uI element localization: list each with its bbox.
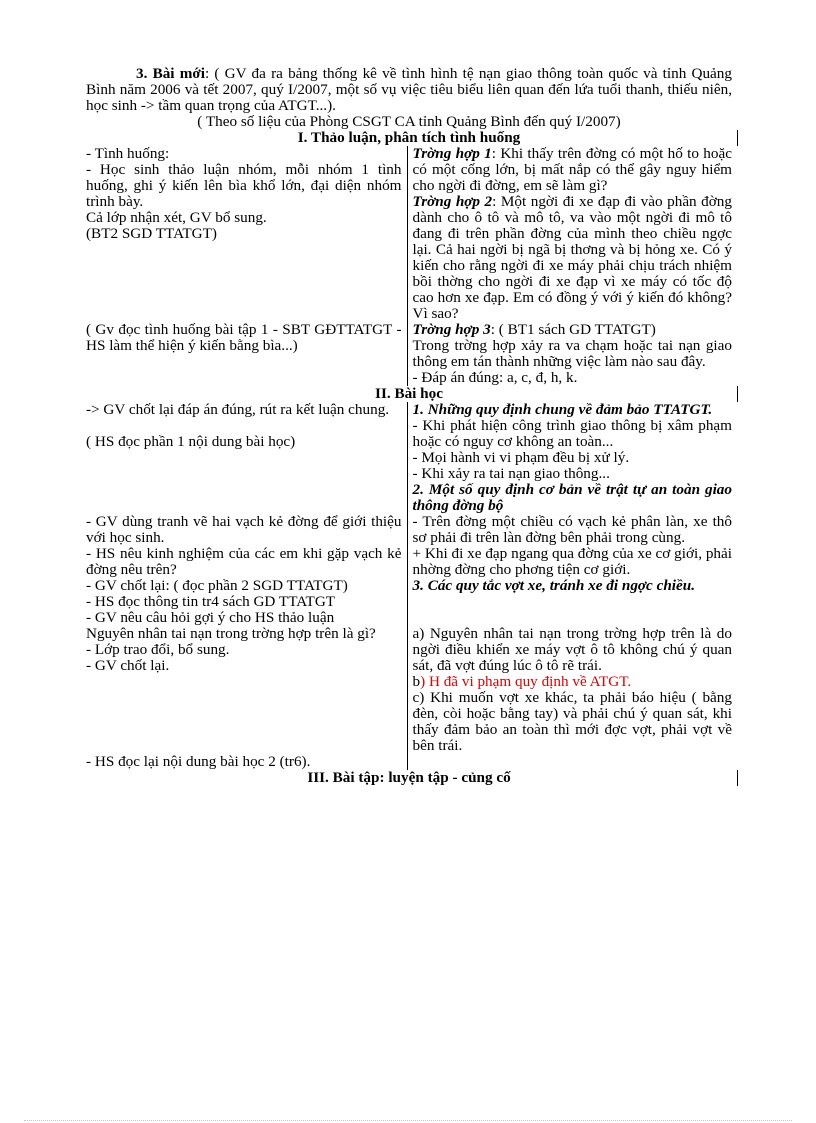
left-line: - HS nêu kinh nghiệm của các em khi gặp vạch kẻ đờng nêu trên? — [86, 545, 402, 578]
left-line: -> GV chốt lại đáp án đúng, rút ra kết luận chung. — [86, 401, 390, 418]
case-3 — [413, 322, 733, 338]
left-line: - GV dùng tranh vẽ hai vạch kẻ đờng để giới thiệu với học sinh. — [86, 513, 402, 546]
rule-1-heading: 1. Những quy định chung về đảm bảo TTATGT. — [412, 401, 713, 418]
rule-1-item: - Mọi hành vi vi phạm đều bị xử lý. — [412, 449, 630, 466]
section-3-heading: III. Bài tập: luyện tập - củng cố — [86, 770, 732, 786]
left-line: - HS đọc thông tin tr4 sách GD TTATGT — [86, 593, 336, 610]
left-column — [86, 594, 407, 754]
section-2-row-4 — [86, 754, 732, 770]
right-column — [407, 514, 733, 594]
right-column — [407, 754, 733, 770]
rule-2-item: + Khi đi xe đạp ngang qua đờng của xe cơ giới, phải nhờng đờng cho phơng tiện cơ giới. — [412, 545, 732, 578]
section-2-heading: II. Bài học — [86, 386, 732, 402]
section-1-row-a — [86, 146, 732, 322]
left-line: - HS đọc lại nội dung bài học 2 (tr6). — [86, 753, 311, 770]
case-2 — [413, 194, 733, 322]
left-column — [86, 146, 407, 322]
case-3-text: : ( BT1 sách GD TTATGT) — [490, 321, 656, 338]
margin-mark — [737, 130, 738, 146]
case-3-answer: - Đáp án đúng: a, c, đ, h, k. — [412, 369, 578, 386]
left-line: - Học sinh thảo luận nhóm, mỗi nhóm 1 tình huống, ghi ý kiến lên bìa khổ lớn, đại diện nhóm trình bày. — [86, 161, 402, 210]
left-line: - GV nêu câu hỏi gợi ý cho HS thảo luận — [86, 609, 335, 626]
rule-1-item: - Khi xảy ra tai nạn giao thông... — [412, 465, 610, 482]
section-1-heading: I. Thảo luận, phân tích tình huống — [86, 130, 732, 146]
left-line: ( HS đọc phần 1 nội dung bài học) — [86, 433, 296, 450]
section-2-row-1 — [86, 402, 732, 514]
left-column — [86, 322, 407, 386]
answer-c: c) Khi muốn vợt xe khác, ta phải báo hiệu ( bằng đèn, còi hoặc bằng tay) và phải chú ý quan sát, khi thấy đảm bảo an toàn thì mới đợc vợt, phải vợt về bên trái. — [412, 689, 732, 754]
page-bottom-divider — [24, 1120, 792, 1121]
intro-source: ( Theo số liệu của Phòng CSGT CA tỉnh Quảng Bình đến quý I/2007) — [197, 113, 621, 130]
rule-2-item: - Trên đờng một chiều có vạch kẻ phân làn, xe thô sơ phải đi trên làn đờng bên phải trong cùng. — [412, 513, 732, 546]
margin-mark — [737, 386, 738, 402]
section-1-row-b — [86, 322, 732, 386]
left-column — [86, 754, 407, 770]
answer-b-prefix: b — [412, 673, 421, 690]
case-1-label: Trờng hợp 1 — [412, 145, 492, 162]
rule-1-item: - Khi phát hiện công trình giao thông bị xâm phạm hoặc có nguy cơ không an toàn... — [412, 417, 732, 450]
case-2-label: Trờng hợp 2 — [412, 193, 493, 210]
left-line: Cả lớp nhận xét, GV bổ sung. — [86, 209, 267, 226]
left-line: - GV chốt lại: ( đọc phần 2 SGD TTATGT) — [86, 577, 348, 594]
case-3-label: Trờng hợp 3 — [412, 321, 491, 338]
left-line: - Tình huống: — [86, 145, 170, 162]
left-column — [86, 514, 407, 594]
right-column — [407, 594, 733, 754]
case-3-body: Trong trờng hợp xảy ra va chạm hoặc tai nạn giao thông em tán thành những việc làm nào sau đây. — [412, 337, 732, 370]
rule-3-heading: 3. Các quy tắc vợt xe, tránh xe đi ngợc chiều. — [412, 577, 695, 594]
intro-text: : ( GV đa ra bảng thống kê về tình hình tệ nạn giao thông toàn quốc và tỉnh Quảng Bình năm 2006 và tết 2007, quý I/2007, một số vụ việc tiêu biểu liên quan đến lứa tuổi thanh, thiếu niên, học sinh -> tầm quan trọng của ATGT...). — [86, 65, 732, 114]
intro-paragraph — [86, 66, 732, 114]
rule-2-heading: 2. Một số quy định cơ bản về trật tự an toàn giao thông đờng bộ — [412, 481, 732, 514]
right-column — [407, 322, 733, 386]
case-2-text: : Một ngời đi xe đạp đi vào phần đờng dành cho ô tô và mô tô, va vào một ngời đi mô tô đang đi trên phần đờng của mình theo chiều ngợc lại. Cả hai ngời bị ngã bị thơng và bị hỏng xe. Có ý kiến cho rằng ngời đi xe máy phải chịu trách nhiệm bồi thờng cho ngời đi xe đạp vì xe máy có tốc độ cao hơn xe đạp. Em có đồng ý với ý kiến đó không? Vì sao? — [412, 193, 732, 322]
answer-a: a) Nguyên nhân tai nạn trong trờng hợp trên là do ngời điều khiển xe máy vợt ô tô không chú ý quan sát, đã vợt đúng lúc ô tô rẽ trái. — [412, 625, 732, 674]
left-line: - GV chốt lại. — [86, 657, 170, 674]
section-2-row-3 — [86, 594, 732, 754]
answer-b — [413, 674, 733, 690]
answer-b-text: ) H đã vi phạm quy định về ATGT. — [420, 673, 632, 690]
intro-heading: 3. Bài mới — [136, 65, 206, 82]
right-column — [407, 146, 733, 322]
left-column — [86, 402, 407, 514]
document-page — [86, 66, 732, 786]
case-1-text: : Khi thấy trên đờng có một hố to hoặc có một cống lớn, bị mất nắp có thể gây nguy hiểm cho ngời đi đờng, em sẽ làm gì? — [412, 145, 732, 194]
margin-mark — [737, 770, 738, 786]
left-line: - Lớp trao đổi, bổ sung. — [86, 641, 230, 658]
left-line: Nguyên nhân tai nạn trong trờng hợp trên là gì? — [86, 625, 376, 642]
section-2-row-2 — [86, 514, 732, 594]
right-column — [407, 402, 733, 514]
left-line: (BT2 SGD TTATGT) — [86, 225, 217, 242]
case-1 — [413, 146, 733, 194]
left-line: ( Gv đọc tình huống bài tập 1 - SBT GĐTTATGT - HS làm thể hiện ý kiến bằng bìa...) — [86, 321, 402, 354]
